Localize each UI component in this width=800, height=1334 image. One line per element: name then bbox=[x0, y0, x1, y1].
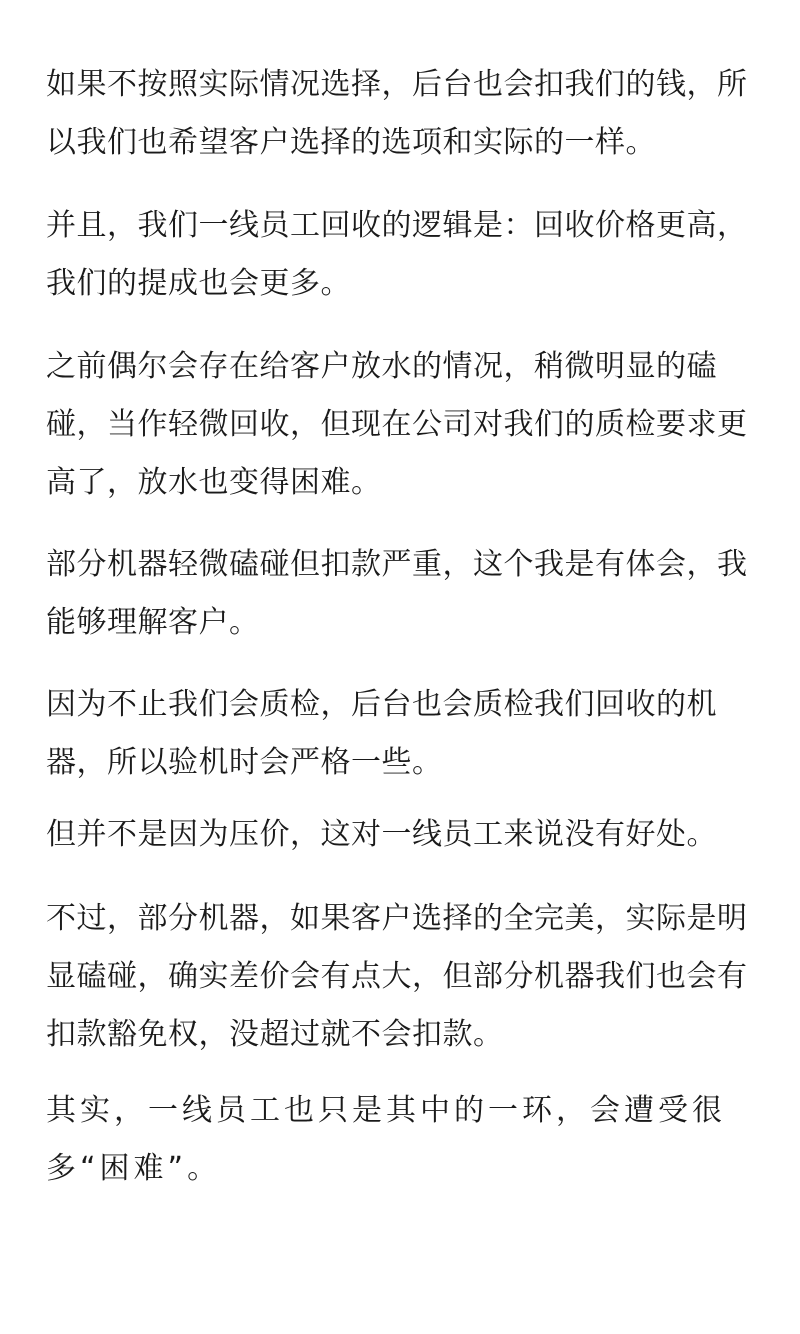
paragraph-8: 其实，一线员工也只是其中的一环，会遭受很多“困难”。 bbox=[46, 1093, 726, 1186]
paragraph-1: 如果不按照实际情况选择，后台也会扣我们的钱，所以我们也希望客户选择的选项和实际的一样。 bbox=[46, 67, 748, 160]
paragraph-5: 因为不止我们会质检，后台也会质检我们回收的机器，所以验机时会严格一些。 bbox=[46, 687, 717, 780]
paragraph-3: 之前偶尔会存在给客户放水的情况，稍微明显的磕碰，当作轻微回收，但现在公司对我们的质检要求更高了，放水也变得困难。 bbox=[46, 349, 748, 500]
paragraph-7: 不过，部分机器，如果客户选择的全完美，实际是明显磕碰，确实差价会有点大，但部分机器我们也会有扣款豁免权，没超过就不会扣款。 bbox=[46, 901, 748, 1052]
paragraph-2: 并且，我们一线员工回收的逻辑是：回收价格更高，我们的提成也会更多。 bbox=[46, 208, 748, 301]
paragraph-6: 但并不是因为压价，这对一线员工来说没有好处。 bbox=[46, 817, 717, 852]
paragraph-4: 部分机器轻微磕碰但扣款严重，这个我是有体会，我能够理解客户。 bbox=[46, 547, 748, 640]
